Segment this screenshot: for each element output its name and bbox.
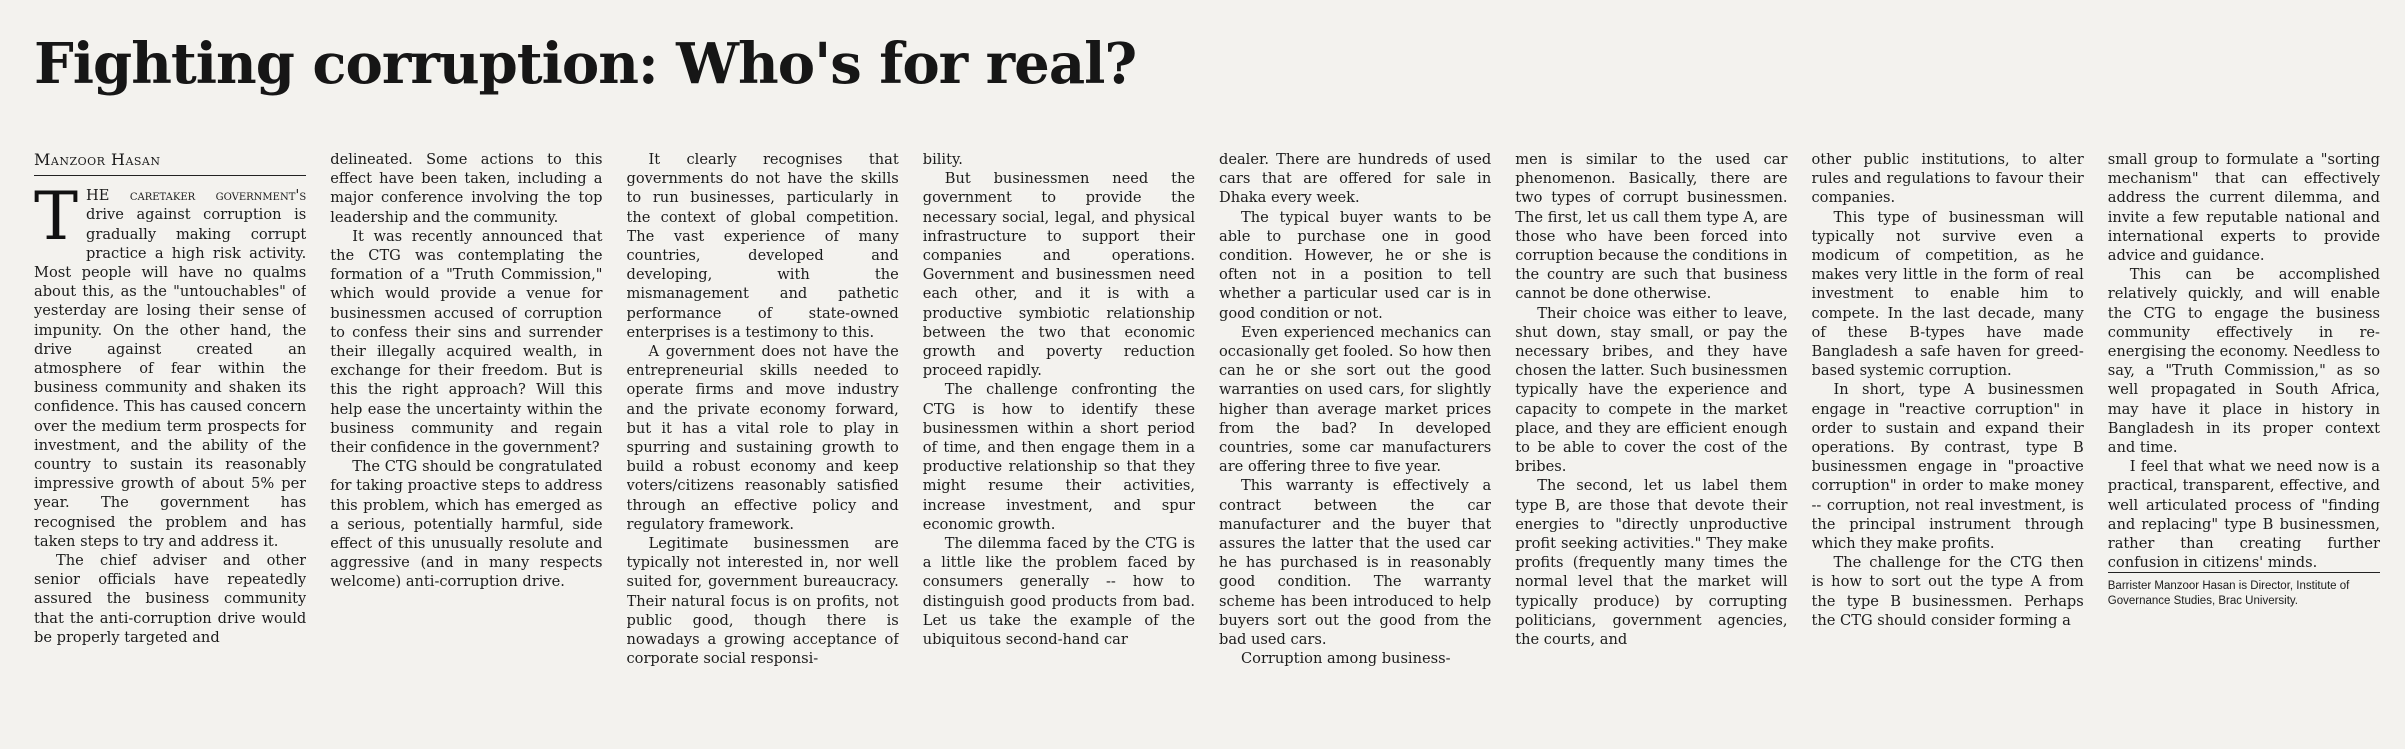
paragraph: This can be accomplished relatively quickly, and will enable the CTG to engage the business community effectively in re-energising the economy. Needless to say, a "Truth Commission," as so well propagated in South Africa, may have it place in history in Bangladesh in its proper context and time. [2107, 266, 2380, 457]
column-6 [1515, 150, 1787, 742]
paragraph: other public institutions, to alter rules and regulations to favour their companies. [1811, 151, 2084, 207]
paragraph: I feel that what we need now is a practical, transparent, effective, and well articulated process of "finding and replacing" type B businessmen, rather than creating further confusion in citizens' minds. [2107, 458, 2380, 572]
paragraph: The second, let us label them type B, are those that devote their energies to "directly unproductive profit seeking activities." They make profits (frequently many times the normal level that the market will typically produce) by corrupting politicians, government agencies, the courts, and [1515, 477, 1788, 649]
column-5 [1219, 150, 1491, 742]
paragraph: This type of businessman will typically not survive even a modicum of competition, as he makes very little in the form of real investment to enable him to compete. In the last decade, many of these B-types have made Bangladesh a safe haven for greed-based systemic corruption. [1811, 208, 2084, 380]
paragraph: But businessmen need the government to provide the necessary social, legal, and physical infrastructure to support their companies and operations. Government and businessmen need each other, and it is with a productive symbiotic relationship between the two that economic growth and poverty reduction proceed rapidly. [922, 170, 1195, 380]
author-note: Barrister Manzoor Hasan is Director, Institute of Governance Studies, Brac University. [2108, 572, 2380, 609]
paragraph: small group to formulate a "sorting mechanism" that can effectively address the current dilemma, and invite a few reputable national and international experts to provide advice and guidance. [2107, 151, 2380, 265]
column-4 [923, 150, 1195, 742]
paragraph: dealer. There are hundreds of used cars that are offered for sale in Dhaka every week. [1219, 151, 1492, 207]
headline: Fighting corruption: Who's for real? [34, 31, 1137, 97]
paragraph: The typical buyer wants to be able to purchase one in good condition. However, he or she is often not in a position to tell whether a particular used car is in good condition or not. [1219, 208, 1492, 322]
paragraph: Legitimate businessmen are typically not interested in, nor well suited for, government bureaucracy. Their natural focus is on profits, not public good, though there is nowadays a growing acceptance of corporate social responsi- [626, 535, 899, 668]
paragraph: This warranty is effectively a contract between the car manufacturer and the buyer that assures the latter that the used car he has purchased is in reasonably good condition. The warranty scheme has been introduced to help buyers sort out the good from the bad used cars. [1219, 477, 1492, 649]
paragraph: It clearly recognises that governments do not have the skills to run businesses, particularly in the context of global competition. The vast experience of many countries, developed and developing, with the mismanagement and pathetic performance of state-owned enterprises is a testimony to this. [626, 151, 899, 341]
lead-caps: HE caretaker government's [86, 187, 307, 205]
paragraph: Corruption among business- [1241, 650, 1451, 668]
paragraph: The challenge for the CTG then is how to sort out the type A from the type B businessmen. Perhaps the CTG should consider forming a [1811, 554, 2084, 629]
paragraph: The CTG should be congratulated for taking proactive steps to address this problem, which has emerged as a serious, potentially harmful, side effect of this unusually resolute and aggressive (and in many respects welcome) anti-corruption drive. [330, 458, 603, 591]
byline: Manzoor Hasan [34, 150, 306, 176]
paragraph: Even experienced mechanics can occasionally get fooled. So how then can he or she sort out the good warranties on used cars, for slightly higher than average market prices from the bad? In developed countries, some car manufacturers are offering three to five year. [1219, 323, 1492, 476]
column-1 [34, 150, 306, 742]
drop-cap: T [34, 178, 79, 256]
paragraph: The challenge confronting the CTG is how to identify these businessmen within a short period of time, and then engage them in a productive relationship so that they might resume their activities, increase investment, and spur economic growth. [922, 381, 1195, 533]
column-2 [330, 150, 602, 742]
lead-paragraph [34, 178, 307, 551]
paragraph: It was recently announced that the CTG was contemplating the formation of a "Truth Commission," which would provide a venue for businessmen accused of corruption to confess their sins and surrender their illegally acquired wealth, in exchange for their freedom. But is this the right approach? Will this help ease the uncertainty within the business community and regain their confidence in the government? [330, 227, 603, 457]
paragraph: delineated. Some actions to this effect have been taken, including a major conference involving the top leadership and the community. [330, 151, 603, 226]
column-8 [2108, 150, 2380, 742]
column-3 [627, 150, 899, 742]
paragraph: bility. [922, 151, 963, 168]
paragraph: The dilemma faced by the CTG is a little like the problem faced by consumers generally -- how to distinguish good products from bad. Let us take the example of the ubiquitous second-hand car [922, 535, 1195, 649]
paragraph: The chief adviser and other senior officials have repeatedly assured the business community that the anti-corruption drive would be properly targeted and [34, 552, 307, 646]
paragraph: drive against corruption is gradually making corrupt practice a high risk activity. Most people will have no qualms about this, as the "untouchables" of yesterday are losing their sense of impunity. On the other hand, the drive against created an atmosphere of fear within the business community and shaken its confidence. This has caused concern over the medium term prospects for investment, and the ability of the country to sustain its reasonably impressive growth of about 5% per year. The government has recognised the problem and has taken steps to try and address it. [34, 206, 307, 550]
article-body [34, 150, 2380, 742]
paragraph: Their choice was either to leave, shut down, stay small, or pay the necessary bribes, and they have chosen the latter. Such businessmen typically have the experience and capacity to compete in the market place, and they are efficient enough to be able to cover the cost of the bribes. [1515, 304, 1788, 476]
paragraph: A government does not have the entrepreneurial skills needed to operate firms and move industry and the private economy forward, but it has a vital role to play in spurring and sustaining growth to build a robust economy and keep voters/citizens reasonably satisfied through an effective policy and regulatory framework. [626, 343, 899, 533]
paragraph: men is similar to the used car phenomenon. Basically, there are two types of corrupt businessmen. The first, let us call them type A, are those who have been forced into corruption because the conditions in the country are such that business cannot be done otherwise. [1515, 151, 1788, 303]
paragraph: In short, type A businessmen engage in "reactive corruption" in order to sustain and expand their operations. By contrast, type B businessmen engage in "proactive corruption" in order to make money -- corruption, not real investment, is the principal instrument through which they make profits. [1811, 381, 2084, 553]
column-7 [1812, 150, 2084, 742]
